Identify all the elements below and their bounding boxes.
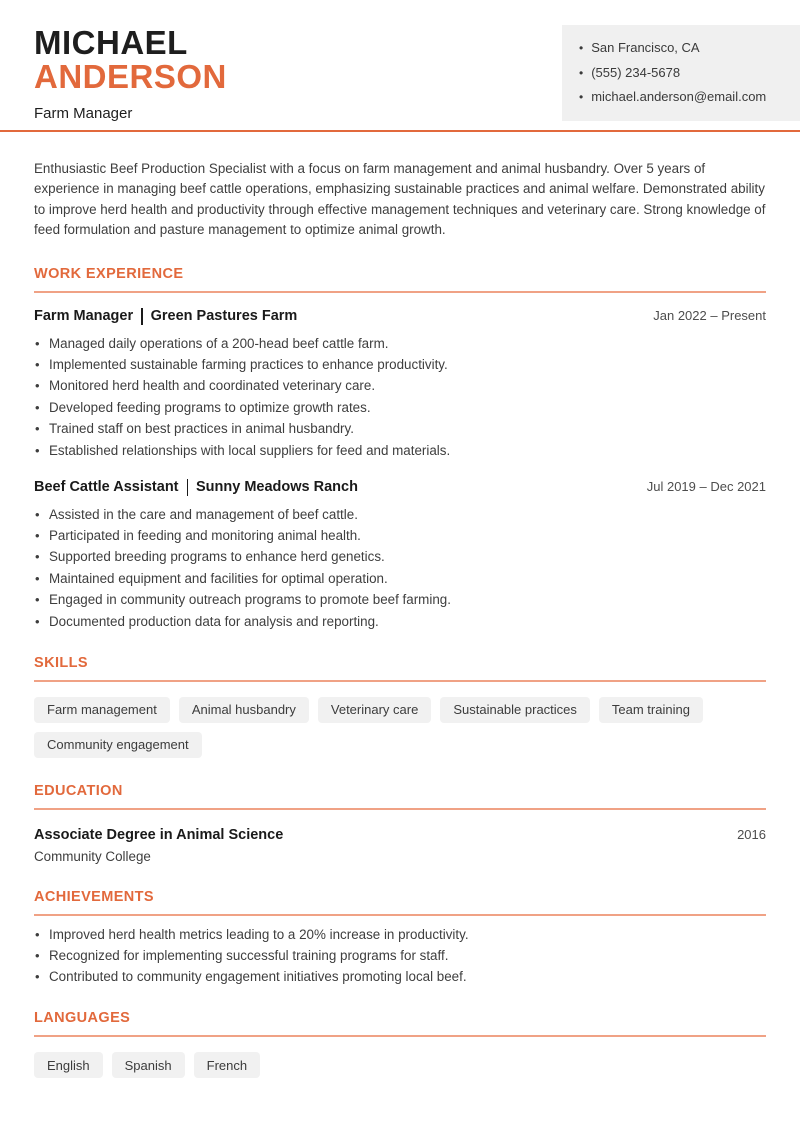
bullet-item: • Developed feeding programs to optimize growth rates. xyxy=(34,400,766,416)
job-head xyxy=(34,479,766,496)
section-skills xyxy=(34,655,766,758)
bullet-icon: • xyxy=(579,90,584,104)
bullet-item: • Monitored herd health and coordinated veterinary care. xyxy=(34,378,766,394)
bullet-item: • Engaged in community outreach programs to promote beef farming. xyxy=(34,592,766,608)
bullet-item: • Established relationships with local suppliers for feed and materials. xyxy=(34,443,766,459)
job-title: Farm Manager xyxy=(34,105,133,122)
bullet-item: • Improved herd health metrics leading to a 20% increase in productivity. xyxy=(34,927,766,943)
graduation-year: 2016 xyxy=(737,826,766,842)
skill-chip: Community engagement xyxy=(34,732,202,758)
skills-list xyxy=(34,697,766,758)
bullet-item: • Implemented sustainable farming practices to enhance productivity. xyxy=(34,357,766,373)
bullet-item: • Assisted in the care and management of beef cattle. xyxy=(34,507,766,523)
bullet-item: • Trained staff on best practices in animal husbandry. xyxy=(34,421,766,437)
section-education xyxy=(34,783,766,864)
skill-chip: Animal husbandry xyxy=(179,697,309,723)
bullet-item: • Documented production data for analysis and reporting. xyxy=(34,614,766,630)
resume-content xyxy=(0,159,800,1078)
section-rule xyxy=(34,680,766,682)
bullet-item: • Recognized for implementing successful training programs for staff. xyxy=(34,948,766,964)
contact-card xyxy=(562,25,800,121)
section-languages xyxy=(34,1010,766,1078)
degree-title: Associate Degree in Animal Science xyxy=(34,826,284,843)
section-work-experience xyxy=(34,266,766,630)
title-separator xyxy=(141,308,143,325)
bullet-item: • Maintained equipment and facilities for optimal operation. xyxy=(34,571,766,587)
achievements-list xyxy=(34,927,766,986)
job-dates: Jan 2022 – Present xyxy=(653,308,766,324)
job-head xyxy=(34,308,766,325)
job-role: Beef Cattle Assistant xyxy=(34,479,179,496)
section-achievements xyxy=(34,889,766,986)
header-divider xyxy=(0,130,800,132)
bullet-item: • Managed daily operations of a 200-head beef cattle farm. xyxy=(34,336,766,352)
contact-phone-text: (555) 234-5678 xyxy=(591,64,681,80)
language-chip: Spanish xyxy=(112,1052,185,1078)
contact-phone xyxy=(579,61,785,86)
job-name xyxy=(34,308,297,325)
contact-email xyxy=(579,85,785,110)
section-title: LANGUAGES xyxy=(34,1010,131,1027)
section-rule xyxy=(34,914,766,916)
skill-chip: Sustainable practices xyxy=(440,697,590,723)
bullet-icon: • xyxy=(579,65,584,80)
bullet-item: • Supported breeding programs to enhance herd genetics. xyxy=(34,549,766,565)
job-bullet-list xyxy=(34,336,766,459)
last-name: ANDERSON xyxy=(34,58,227,95)
school-name: Community College xyxy=(34,848,151,864)
job-entry xyxy=(34,479,766,630)
summary-text: Enthusiastic Beef Production Specialist with a focus on farm management and animal husbandry. Over 5 years of experience in managing beef cattle operations, emphasizing sustainable practices and animal welfare. Demonstrated ability to improve herd health and productivity through effective management techniques and veterinary care. Strong knowledge of feed formulation and pasture management to optimize animal growth. xyxy=(34,161,766,238)
section-title: WORK EXPERIENCE xyxy=(34,265,184,282)
education-entry xyxy=(34,827,766,864)
language-chip: French xyxy=(194,1052,260,1078)
job-role: Farm Manager xyxy=(34,308,134,325)
section-title: SKILLS xyxy=(34,654,88,671)
contact-email-text: michael.anderson@email.com xyxy=(591,89,767,104)
section-rule xyxy=(34,1035,766,1037)
section-title: EDUCATION xyxy=(34,782,123,799)
first-name: MICHAEL xyxy=(34,24,188,61)
title-separator xyxy=(187,479,189,496)
bullet-item: • Contributed to community engagement initiatives promoting local beef. xyxy=(34,969,766,985)
resume-header xyxy=(0,0,800,132)
section-rule xyxy=(34,808,766,810)
contact-location xyxy=(579,36,785,61)
bullet-icon: • xyxy=(579,41,584,55)
job-company: Sunny Meadows Ranch xyxy=(196,479,358,496)
skill-chip: Team training xyxy=(599,697,703,723)
section-rule xyxy=(34,291,766,293)
language-chip: English xyxy=(34,1052,103,1078)
job-dates: Jul 2019 – Dec 2021 xyxy=(646,479,766,495)
skill-chip: Veterinary care xyxy=(318,697,431,723)
education-main xyxy=(34,827,283,864)
contact-location-text: San Francisco, CA xyxy=(591,40,700,55)
bullet-item: • Participated in feeding and monitoring animal health. xyxy=(34,528,766,544)
section-title: ACHIEVEMENTS xyxy=(34,888,155,905)
job-name xyxy=(34,479,358,496)
job-company: Green Pastures Farm xyxy=(150,308,298,325)
job-entry xyxy=(34,308,766,459)
languages-list xyxy=(34,1052,766,1078)
job-bullet-list xyxy=(34,507,766,630)
skill-chip: Farm management xyxy=(34,697,170,723)
